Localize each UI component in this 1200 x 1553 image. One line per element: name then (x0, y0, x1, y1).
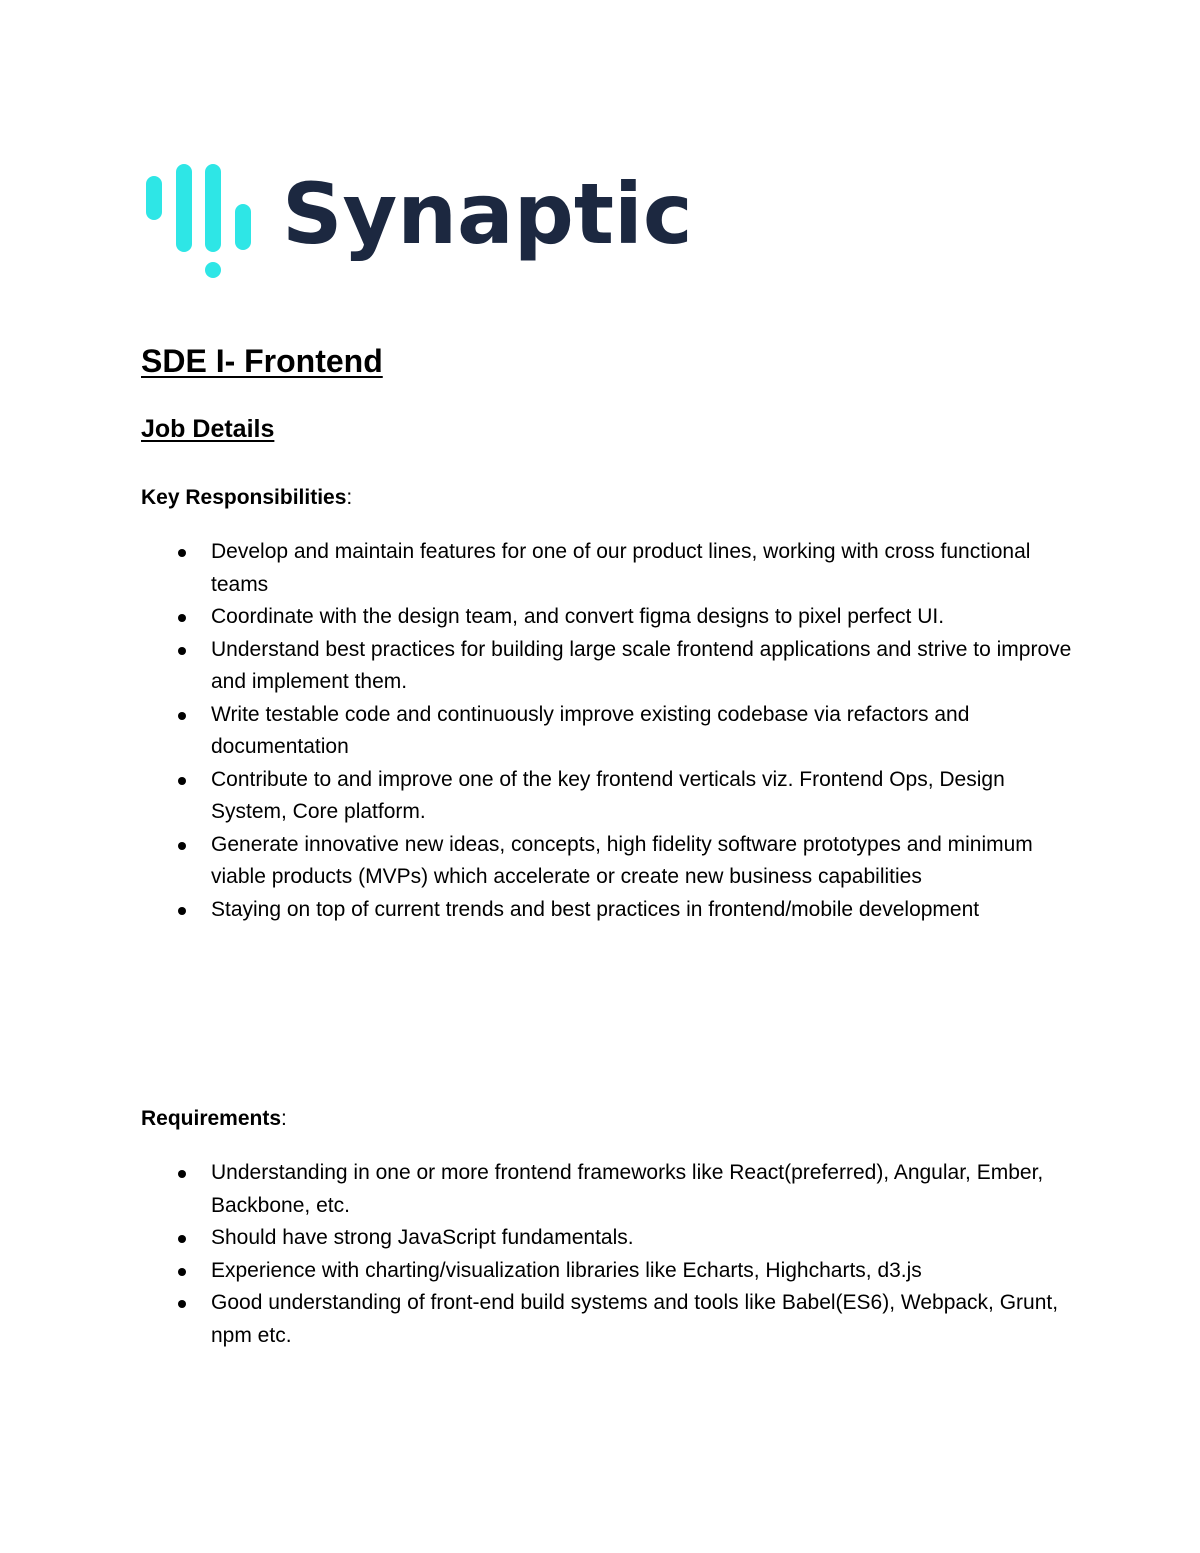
list-item: Generate innovative new ideas, concepts, high fidelity software prototypes and minimum viable products (MVPs) which accelerate or create new business capabilities (141, 829, 1081, 894)
list-item: Coordinate with the design team, and convert figma designs to pixel perfect UI. (141, 601, 1081, 634)
bullet-icon (178, 549, 186, 557)
list-item: Write testable code and continuously improve existing codebase via refactors and documentation (141, 699, 1081, 764)
list-item: Understanding in one or more frontend frameworks like React(preferred), Angular, Ember, Backbone, etc. (141, 1157, 1081, 1222)
responsibilities-list (141, 536, 1081, 926)
key-responsibilities-label (141, 485, 352, 510)
bullet-icon (178, 712, 186, 720)
section-heading-job-details: Job Details (141, 415, 275, 443)
list-item: Experience with charting/visualization libraries like Echarts, Highcharts, d3.js (141, 1255, 1081, 1288)
bullet-icon (178, 842, 186, 850)
bullet-icon (178, 777, 186, 785)
list-item: Understand best practices for building large scale frontend applications and strive to improve and implement them. (141, 634, 1081, 699)
list-item: Develop and maintain features for one of our product lines, working with cross functional teams (141, 536, 1081, 601)
bullet-icon (178, 1235, 186, 1243)
page-title: SDE I- Frontend (141, 343, 383, 379)
bullet-icon (178, 1268, 186, 1276)
requirements-list (141, 1157, 1081, 1352)
key-responsibilities-text: Key Responsibilities (141, 486, 347, 509)
list-item: Staying on top of current trends and best practices in frontend/mobile development (141, 894, 1081, 927)
requirements-text: Requirements (141, 1107, 282, 1130)
bullet-icon (178, 1170, 186, 1178)
bullet-icon (178, 907, 186, 915)
requirements-label (141, 1106, 287, 1131)
key-responsibilities-colon: : (346, 486, 353, 509)
company-logo (143, 164, 693, 282)
list-item: Good understanding of front-end build systems and tools like Babel(ES6), Webpack, Grunt, npm etc. (141, 1287, 1081, 1352)
logo-wordmark: Synaptic (282, 165, 693, 263)
list-item: Should have strong JavaScript fundamentals. (141, 1222, 1081, 1255)
bullet-icon (178, 1300, 186, 1308)
list-item: Contribute to and improve one of the key frontend verticals viz. Frontend Ops, Design System, Core platform. (141, 764, 1081, 829)
logo-mark-icon (143, 164, 253, 282)
requirements-colon: : (281, 1107, 287, 1130)
bullet-icon (178, 647, 186, 655)
bullet-icon (178, 614, 186, 622)
